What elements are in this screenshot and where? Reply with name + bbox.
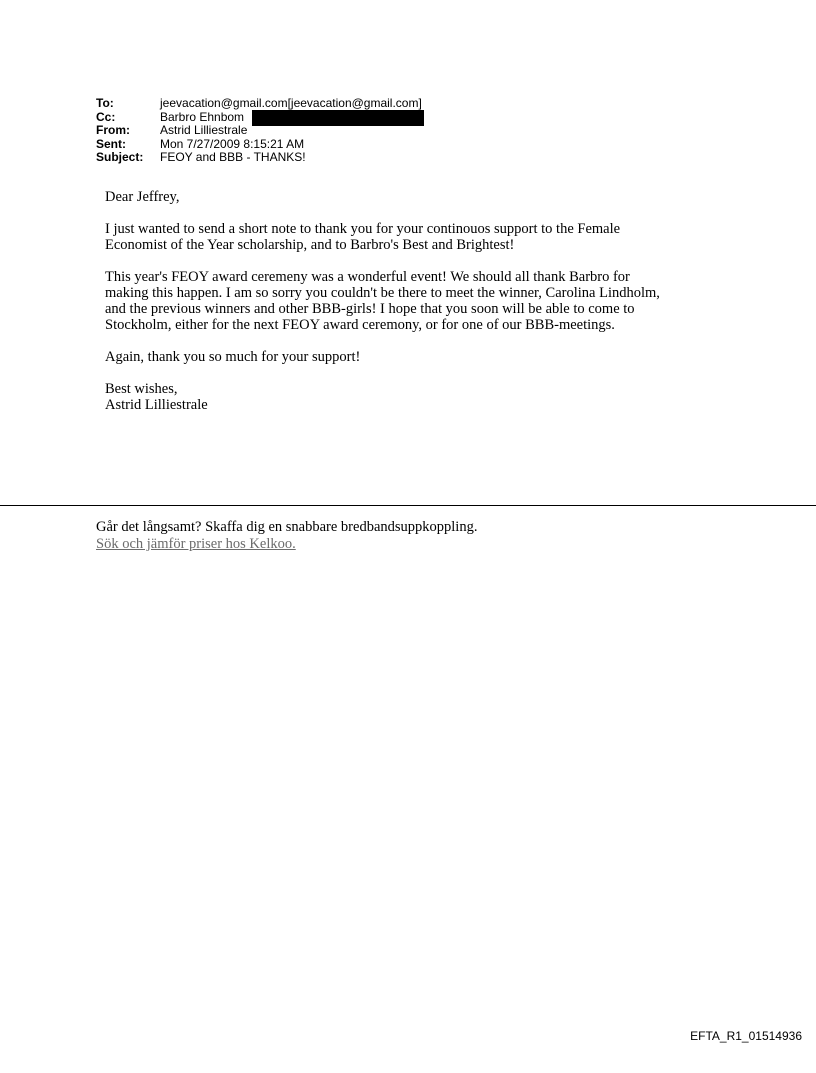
email-header: [96, 97, 422, 165]
cc-label: Cc:: [96, 109, 116, 124]
signoff: Best wishes,: [105, 381, 178, 397]
sent-row: [96, 138, 422, 152]
paragraph-line: Economist of the Year scholarship, and to Barbro's Best and Brightest!: [105, 237, 515, 253]
to-value: jeevacation@gmail.com[jeevacation@gmail.com]: [160, 96, 422, 110]
footer-divider: [0, 505, 816, 506]
signature: Astrid Lilliestrale: [105, 397, 208, 413]
paragraph-1: [105, 221, 745, 253]
subject-value: FEOY and BBB - THANKS!: [160, 150, 306, 164]
cc-value: Barbro Ehnbom: [160, 109, 245, 124]
redaction-block: [252, 110, 424, 126]
closing: [105, 381, 745, 413]
paragraph-line: Stockholm, either for the next FEOY award ceremony, or for one of our BBB-meetings.: [105, 317, 615, 333]
paragraph-2: [105, 269, 745, 333]
paragraph-line: This year's FEOY award ceremeny was a wonderful event! We should all thank Barbro for: [105, 269, 630, 285]
sent-value: Mon 7/27/2009 8:15:21 AM: [160, 136, 305, 151]
greeting: Dear Jeffrey,: [105, 189, 180, 205]
footer-ad: [96, 519, 477, 553]
subject-row: [96, 151, 422, 165]
sent-label: Sent:: [96, 136, 126, 151]
paragraph-3: Again, thank you so much for your support!: [105, 349, 361, 365]
paragraph-line: I just wanted to send a short note to thank you for your continouos support to the Female: [105, 221, 621, 237]
email-body: [105, 189, 745, 429]
ad-text: Går det långsamt? Skaffa dig en snabbare bredbandsuppkoppling.: [96, 519, 478, 535]
to-row: [96, 97, 422, 111]
subject-label: Subject:: [96, 150, 144, 164]
paragraph-line: making this happen. I am so sorry you couldn't be there to meet the winner, Carolina Lindholm,: [105, 285, 660, 301]
document-id: EFTA_R1_01514936: [690, 1029, 802, 1043]
from-value: Astrid Lilliestrale: [160, 123, 248, 137]
from-label: From:: [96, 123, 130, 137]
from-row: [96, 124, 422, 138]
to-label: To:: [96, 96, 114, 110]
kelkoo-link[interactable]: Sök och jämför priser hos Kelkoo.: [96, 536, 296, 552]
paragraph-line: and the previous winners and other BBB-girls! I hope that you soon will be able to come to: [105, 301, 635, 317]
